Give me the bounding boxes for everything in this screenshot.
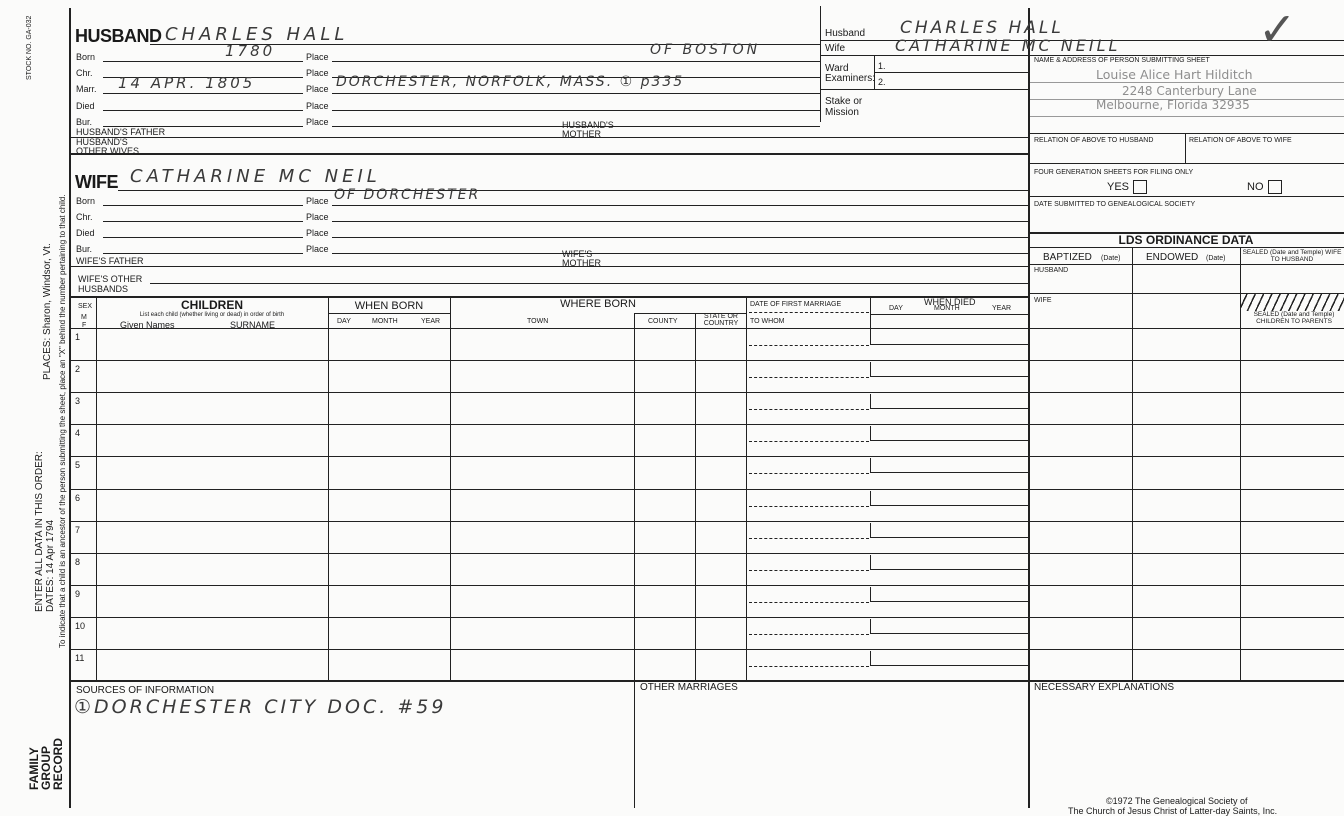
endowed-label: ENDOWED: [1146, 252, 1199, 263]
child-row-number: 4: [75, 428, 81, 439]
child-row-number: 11: [75, 653, 85, 663]
husband-chr-place-label: Place: [306, 68, 329, 78]
lds-wife-row: WIFE: [1034, 297, 1052, 304]
marriage-dash: [749, 409, 869, 410]
marriage-dash: [749, 377, 869, 378]
wife-mother-label: WIFE'S MOTHER: [562, 249, 601, 268]
lds-row-line: [1028, 649, 1344, 650]
wife-heading: WIFE: [75, 172, 118, 192]
died-line: [870, 472, 1028, 473]
child-row-number: 9: [75, 588, 81, 599]
yes-checkbox[interactable]: [1133, 180, 1147, 194]
wife-born-label: Born: [76, 196, 96, 206]
died-line: [870, 408, 1028, 409]
died-month-label: MONTH: [934, 305, 960, 312]
lds-title: LDS ORDINANCE DATA: [1118, 233, 1254, 247]
right-wife-label: Wife: [825, 43, 845, 54]
explanations-label: NECESSARY EXPLANATIONS: [1034, 682, 1175, 693]
husband-bur-label: Bur.: [76, 117, 93, 127]
to-whom-label: TO WHOM: [750, 318, 785, 325]
marriage-dash: [749, 441, 869, 442]
husband-other-wives-label: HUSBAND'S OTHER WIVES: [76, 137, 140, 156]
stock-number: STOCK NO. GA-032: [26, 15, 33, 80]
child-row-line: [70, 456, 1028, 457]
lds-row-line: [1028, 585, 1344, 586]
husband-born-year: 1780: [225, 42, 276, 60]
wife-bur-label: Bur.: [76, 244, 93, 254]
husband-born-label: Born: [76, 52, 96, 62]
endowed-date-label: (Date): [1206, 255, 1226, 262]
born-year-label: YEAR: [421, 318, 441, 325]
submitter-city: Melbourne, Florida 32935: [1096, 98, 1250, 112]
died-bracket: [870, 523, 871, 537]
child-row-line: [70, 360, 1028, 361]
husband-died-label: Died: [76, 101, 95, 111]
died-line: [870, 537, 1028, 538]
died-line: [870, 344, 1028, 345]
child-row-line: [70, 649, 1028, 650]
marriage-dash: [749, 538, 869, 539]
baptized-label: BAPTIZED: [1043, 252, 1092, 263]
relation-wife-label: RELATION OF ABOVE TO WIFE: [1189, 137, 1292, 144]
right-section-divider: [1028, 8, 1030, 808]
marriage-dash: [749, 345, 869, 346]
left-border: [69, 8, 71, 808]
check-mark: ✓: [1258, 2, 1300, 56]
husband-chr-label: Chr.: [76, 68, 93, 78]
lds-row-line: [1028, 360, 1344, 361]
died-line: [870, 569, 1028, 570]
wife-chr-place-label: Place: [306, 212, 329, 222]
places-note: PLACES: Sharon, Windsor, Vt.: [42, 243, 53, 380]
surname-label: SURNAME: [230, 320, 276, 330]
submitter-street: 2248 Canterbury Lane: [1122, 84, 1257, 98]
wife-chr-label: Chr.: [76, 212, 93, 222]
lds-row-line: [1028, 489, 1344, 490]
child-row-number: 6: [75, 492, 81, 503]
child-row-line: [70, 585, 1028, 586]
husband-bur-place-label: Place: [306, 117, 329, 127]
examiner-2: 2.: [878, 77, 886, 87]
wife-bur-place-label: Place: [306, 244, 329, 254]
died-bracket: [870, 328, 871, 344]
died-line: [870, 376, 1028, 377]
date-submitted-label: DATE SUBMITTED TO GENEALOGICAL SOCIETY: [1034, 201, 1196, 208]
born-month-label: MONTH: [372, 318, 398, 325]
sealed-children-label: SEALED (Date and Temple) CHILDREN TO PARENTS: [1253, 311, 1335, 325]
died-line: [870, 665, 1028, 666]
husband-father-label: HUSBAND'S FATHER: [76, 127, 166, 137]
marriage-dash: [749, 634, 869, 635]
center-divider: [820, 6, 821, 122]
husband-marr-label: Marr.: [76, 84, 97, 94]
died-bracket: [870, 458, 871, 472]
husband-died-place-label: Place: [306, 101, 329, 111]
given-names-label: Given Names: [120, 320, 175, 330]
child-row-number: 5: [75, 460, 81, 471]
marriage-dash: [749, 602, 869, 603]
baptized-date-label: (Date): [1101, 255, 1121, 262]
stake-mission-label: Stake or Mission: [825, 96, 863, 118]
husband-born-place: OF BOSTON: [650, 42, 761, 58]
husband-marr-place: DORCHESTER, NORFOLK, MASS. ① p335: [336, 74, 685, 90]
child-row-number: 2: [75, 364, 81, 375]
died-bracket: [870, 587, 871, 601]
enter-all-note: ENTER ALL DATA IN THIS ORDER:: [34, 451, 45, 612]
child-row-line: [70, 553, 1028, 554]
submitter-name: Louise Alice Hart Hilditch: [1096, 67, 1253, 82]
died-line: [870, 505, 1028, 506]
died-line: [870, 633, 1028, 634]
husband-mother-label: HUSBAND'S MOTHER: [562, 120, 614, 139]
child-row-number: 10: [75, 620, 86, 631]
right-husband-label: Husband: [825, 28, 866, 39]
copyright-line-2: The Church of Jesus Christ of Latter-day Saints, Inc.: [1068, 806, 1278, 816]
died-bracket: [870, 491, 871, 505]
sources-value: ①DORCHESTER CITY DOC. #59: [74, 696, 447, 718]
sealed-wife-label: SEALED (Date and Temple) WIFE TO HUSBAND: [1242, 249, 1342, 263]
died-bracket: [870, 555, 871, 569]
child-row-line: [70, 392, 1028, 393]
died-line: [870, 440, 1028, 441]
other-marriages-label: OTHER MARRIAGES: [640, 682, 738, 693]
lds-husband-row: HUSBAND: [1034, 267, 1069, 274]
husband-marr-date: 14 APR. 1805: [118, 74, 256, 92]
child-row-number: 1: [75, 332, 81, 342]
four-gen-label: FOUR GENERATION SHEETS FOR FILING ONLY: [1034, 169, 1194, 176]
died-bracket: [870, 394, 871, 408]
child-row-line: [70, 521, 1028, 522]
sealed-children-hatch: [1240, 293, 1344, 311]
died-line: [870, 601, 1028, 602]
died-bracket: [870, 362, 871, 376]
no-label: NO: [1247, 181, 1264, 193]
first-marriage-label: DATE OF FIRST MARRIAGE: [750, 301, 842, 308]
child-row-line: [70, 424, 1028, 425]
sources-label: SOURCES OF INFORMATION: [76, 685, 215, 696]
lds-row-line: [1028, 521, 1344, 522]
lds-row-line: [1028, 328, 1344, 329]
examiner-1: 1.: [878, 61, 886, 71]
wife-other-husbands-label: WIFE'S OTHER HUSBANDS: [78, 274, 143, 294]
died-bracket: [870, 426, 871, 440]
wife-died-place-label: Place: [306, 228, 329, 238]
wife-died-label: Died: [76, 228, 95, 238]
county-label: COUNTY: [648, 318, 678, 325]
husband-heading: HUSBAND: [75, 26, 162, 46]
lds-row-line: [1028, 392, 1344, 393]
marriage-dash: [749, 473, 869, 474]
child-row-line: [70, 489, 1028, 490]
lds-row-line: [1028, 456, 1344, 457]
marriage-dash: [749, 666, 869, 667]
child-row-number: 7: [75, 524, 81, 535]
lds-row-line: [1028, 617, 1344, 618]
died-bracket: [870, 651, 871, 665]
lds-row-line: [1028, 424, 1344, 425]
husband-marr-place-label: Place: [306, 84, 329, 94]
ward-label: Ward: [825, 63, 849, 74]
when-born-label: WHEN BORN: [354, 300, 424, 312]
right-husband-name: CHARLES HALL: [900, 18, 1064, 38]
submitter-label: NAME & ADDRESS OF PERSON SUBMITTING SHEET: [1034, 57, 1210, 64]
dates-note: DATES: 14 Apr 1794: [45, 519, 56, 612]
instruction-note: To indicate that a child is an ancestor of the person submitting the sheet, place an "X" behind the number pertaining to that child.: [58, 194, 67, 648]
examiners-label: Examiners:: [825, 73, 876, 84]
relation-husband-label: RELATION OF ABOVE TO HUSBAND: [1034, 137, 1154, 144]
children-subtitle: List each child (whether living or dead) in order of birth: [139, 312, 285, 318]
form-title: FAMILY GROUP RECORD: [27, 737, 65, 790]
child-row-number: 3: [75, 396, 81, 407]
wife-name: CATHARINE MC NEIL: [130, 166, 381, 187]
wife-born-place: OF DORCHESTER: [334, 187, 481, 203]
copyright-line-1: ©1972 The Genealogical Society of: [1106, 796, 1248, 806]
sex-m: M: [81, 314, 87, 321]
husband-name: CHARLES HALL: [165, 24, 349, 45]
child-row-line: [70, 617, 1028, 618]
wife-father-label: WIFE'S FATHER: [76, 256, 144, 266]
sex-label: SEX: [78, 303, 93, 310]
no-checkbox[interactable]: [1268, 180, 1282, 194]
marriage-dash: [749, 570, 869, 571]
when-died-label: WHEN DIED: [924, 297, 976, 307]
sex-f: F: [82, 322, 87, 329]
died-year-label: YEAR: [992, 305, 1012, 312]
wife-born-place-label: Place: [306, 196, 329, 206]
state-label: STATE OR COUNTRY: [703, 313, 739, 327]
children-title: CHILDREN: [181, 298, 243, 312]
lds-row-line: [1028, 553, 1344, 554]
child-row-number: 8: [75, 556, 81, 567]
died-day-label: DAY: [889, 305, 903, 312]
town-label: TOWN: [527, 318, 549, 325]
died-bracket: [870, 619, 871, 633]
right-wife-name: CATHARINE MC NEILL: [895, 36, 1121, 55]
where-born-label: WHERE BORN: [560, 298, 636, 310]
marriage-dash: [749, 506, 869, 507]
yes-label: YES: [1107, 181, 1130, 193]
born-day-label: DAY: [337, 318, 351, 325]
husband-born-place-label: Place: [306, 52, 329, 62]
